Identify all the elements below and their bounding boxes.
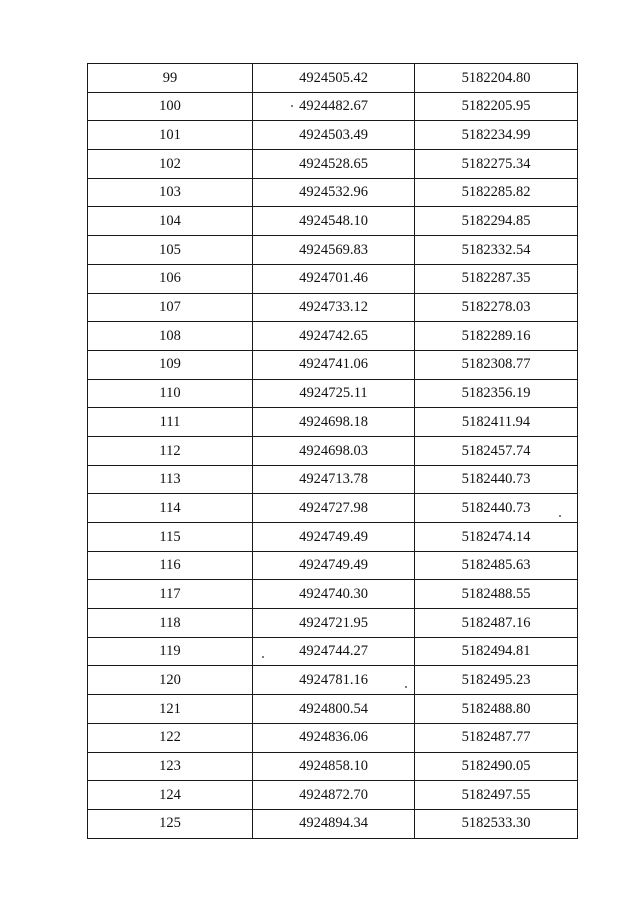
table-row: [88, 379, 578, 408]
x-coordinate-cell: 4924721.95: [253, 609, 415, 638]
x-coordinate-cell: 4924698.03: [253, 436, 415, 465]
table-row: [88, 551, 578, 580]
x-coordinate-cell: 4924872.70: [253, 781, 415, 810]
point-number-cell: 108: [88, 322, 253, 351]
x-coordinate-cell: 4924781.16: [253, 666, 415, 695]
point-number-cell: 123: [88, 752, 253, 781]
y-coordinate-cell: 5182205.95: [415, 92, 578, 121]
point-number-cell: 121: [88, 695, 253, 724]
x-coordinate-cell: 4924528.65: [253, 150, 415, 179]
table-row: [88, 350, 578, 379]
point-number-cell: 122: [88, 723, 253, 752]
table-row: [88, 666, 578, 695]
table-row: [88, 465, 578, 494]
point-number-cell: 101: [88, 121, 253, 150]
y-coordinate-cell: 5182234.99: [415, 121, 578, 150]
table-row: [88, 781, 578, 810]
x-coordinate-cell: 4924698.18: [253, 408, 415, 437]
table-row: [88, 809, 578, 838]
x-coordinate-cell: 4924749.49: [253, 551, 415, 580]
table-row: [88, 293, 578, 322]
table-row: [88, 150, 578, 179]
point-number-cell: 124: [88, 781, 253, 810]
x-coordinate-cell: 4924713.78: [253, 465, 415, 494]
scan-speck: [262, 656, 264, 658]
scan-speck: [559, 515, 561, 517]
table-row: [88, 723, 578, 752]
scan-speck: [405, 686, 407, 688]
y-coordinate-cell: 5182204.80: [415, 64, 578, 93]
table-row: [88, 752, 578, 781]
point-number-cell: 102: [88, 150, 253, 179]
y-coordinate-cell: 5182356.19: [415, 379, 578, 408]
x-coordinate-cell: 4924727.98: [253, 494, 415, 523]
point-number-cell: 109: [88, 350, 253, 379]
table-row: [88, 436, 578, 465]
y-coordinate-cell: 5182275.34: [415, 150, 578, 179]
table-row: [88, 580, 578, 609]
x-coordinate-cell: 4924569.83: [253, 236, 415, 265]
y-coordinate-cell: 5182495.23: [415, 666, 578, 695]
point-number-cell: 105: [88, 236, 253, 265]
x-coordinate-cell: 4924740.30: [253, 580, 415, 609]
point-number-cell: 120: [88, 666, 253, 695]
x-coordinate-cell: 4924725.11: [253, 379, 415, 408]
x-coordinate-cell: 4924505.42: [253, 64, 415, 93]
y-coordinate-cell: 5182494.81: [415, 637, 578, 666]
point-number-cell: 111: [88, 408, 253, 437]
x-coordinate-cell: 4924742.65: [253, 322, 415, 351]
point-number-cell: 114: [88, 494, 253, 523]
y-coordinate-cell: 5182485.63: [415, 551, 578, 580]
table-row: [88, 408, 578, 437]
point-number-cell: 113: [88, 465, 253, 494]
y-coordinate-cell: 5182332.54: [415, 236, 578, 265]
y-coordinate-cell: 5182497.55: [415, 781, 578, 810]
point-number-cell: 106: [88, 264, 253, 293]
point-number-cell: 119: [88, 637, 253, 666]
y-coordinate-cell: 5182488.55: [415, 580, 578, 609]
y-coordinate-cell: 5182285.82: [415, 178, 578, 207]
point-number-cell: 116: [88, 551, 253, 580]
table-row: [88, 494, 578, 523]
table-row: [88, 64, 578, 93]
x-coordinate-cell: 4924744.27: [253, 637, 415, 666]
table-row: [88, 637, 578, 666]
x-coordinate-cell: 4924733.12: [253, 293, 415, 322]
y-coordinate-cell: 5182490.05: [415, 752, 578, 781]
point-number-cell: 115: [88, 523, 253, 552]
x-coordinate-cell: 4924894.34: [253, 809, 415, 838]
y-coordinate-cell: 5182487.16: [415, 609, 578, 638]
y-coordinate-cell: 5182488.80: [415, 695, 578, 724]
y-coordinate-cell: 5182487.77: [415, 723, 578, 752]
scan-speck: [291, 105, 293, 107]
table-row: [88, 264, 578, 293]
point-number-cell: 107: [88, 293, 253, 322]
y-coordinate-cell: 5182474.14: [415, 523, 578, 552]
point-number-cell: 104: [88, 207, 253, 236]
x-coordinate-cell: 4924741.06: [253, 350, 415, 379]
y-coordinate-cell: 5182440.73: [415, 465, 578, 494]
x-coordinate-cell: 4924532.96: [253, 178, 415, 207]
x-coordinate-cell: 4924749.49: [253, 523, 415, 552]
table-row: [88, 207, 578, 236]
table-row: [88, 92, 578, 121]
point-number-cell: 99: [88, 64, 253, 93]
point-number-cell: 110: [88, 379, 253, 408]
y-coordinate-cell: 5182289.16: [415, 322, 578, 351]
y-coordinate-cell: 5182308.77: [415, 350, 578, 379]
coordinates-table-body: [88, 64, 578, 839]
table-row: [88, 695, 578, 724]
x-coordinate-cell: 4924482.67: [253, 92, 415, 121]
point-number-cell: 117: [88, 580, 253, 609]
x-coordinate-cell: 4924858.10: [253, 752, 415, 781]
table-row: [88, 523, 578, 552]
y-coordinate-cell: 5182287.35: [415, 264, 578, 293]
x-coordinate-cell: 4924548.10: [253, 207, 415, 236]
point-number-cell: 118: [88, 609, 253, 638]
y-coordinate-cell: 5182294.85: [415, 207, 578, 236]
y-coordinate-cell: 5182457.74: [415, 436, 578, 465]
table-row: [88, 178, 578, 207]
y-coordinate-cell: 5182440.73: [415, 494, 578, 523]
x-coordinate-cell: 4924836.06: [253, 723, 415, 752]
y-coordinate-cell: 5182533.30: [415, 809, 578, 838]
y-coordinate-cell: 5182278.03: [415, 293, 578, 322]
table-row: [88, 236, 578, 265]
x-coordinate-cell: 4924503.49: [253, 121, 415, 150]
y-coordinate-cell: 5182411.94: [415, 408, 578, 437]
table-row: [88, 121, 578, 150]
point-number-cell: 103: [88, 178, 253, 207]
point-number-cell: 125: [88, 809, 253, 838]
x-coordinate-cell: 4924701.46: [253, 264, 415, 293]
point-number-cell: 112: [88, 436, 253, 465]
x-coordinate-cell: 4924800.54: [253, 695, 415, 724]
coordinates-table: [87, 63, 578, 839]
table-row: [88, 609, 578, 638]
table-row: [88, 322, 578, 351]
point-number-cell: 100: [88, 92, 253, 121]
